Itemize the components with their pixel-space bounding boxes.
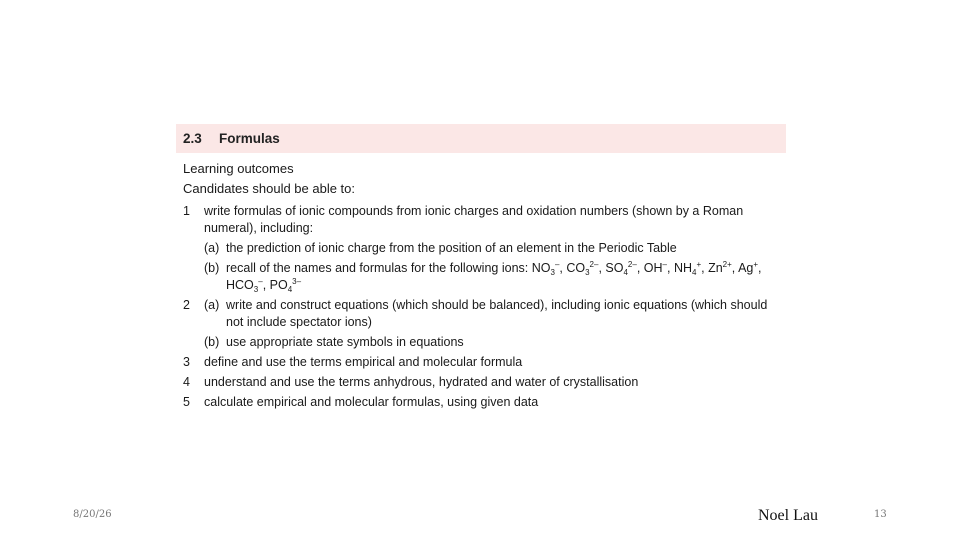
item-number: 4: [183, 375, 190, 389]
list-item: [176, 374, 786, 391]
syllabus-excerpt: [176, 124, 786, 414]
item-number: 5: [183, 395, 190, 409]
footer-date: 8/20/26: [73, 509, 112, 520]
ion-ag: Ag+: [738, 260, 759, 275]
sub-text: the prediction of ionic charge from the position of an element in the Periodic Table: [226, 241, 677, 255]
list-item: [176, 354, 786, 371]
sub-letter: (b): [204, 261, 220, 275]
footer-author: Noel Lau: [758, 507, 818, 524]
sub-item: [176, 240, 786, 257]
ion-so4: $SO_4^{2-}$: [605, 260, 637, 277]
sub-letter: (a): [204, 298, 220, 312]
ion-co3: $CO_3^{2-}$: [566, 260, 599, 277]
ion-po4: $PO_4^{3-}$: [269, 277, 302, 294]
item-text: calculate empirical and molecular formulas, using given data: [204, 395, 539, 409]
item-number: 1: [183, 204, 190, 218]
ion-no3: $NO_3^-$: [531, 260, 560, 277]
intro-text: Candidates should be able to:: [183, 181, 356, 196]
item-number: 2: [183, 298, 190, 312]
outcomes-list: [176, 203, 786, 411]
ion-oh: OH–: [643, 260, 667, 275]
list-item: [176, 203, 786, 237]
list-item: [176, 394, 786, 411]
section-number: 2.3: [183, 131, 202, 146]
ion-nh4: $NH_4^+$: [673, 260, 702, 277]
sub-text: recall of the names and formulas for the following ions: $NO_3^-$, $CO_3^{2-}$, $SO_4^{2-}$, OH–, $NH_4^+$, $Zn^{2+}$, Ag+, $HCO_3^-$, $PO_4^{3-}$: [226, 260, 762, 294]
learning-outcomes-heading: Learning outcomes: [183, 161, 294, 176]
list-item: [176, 297, 786, 331]
sub-item: [176, 334, 786, 351]
item-number: 3: [183, 355, 190, 369]
ion-zn: $Zn^{2+}$: [708, 260, 732, 275]
item-text: write formulas of ionic compounds from ionic charges and oxidation numbers (shown by a Roman numeral), including:: [204, 204, 744, 235]
page-number: 13: [874, 509, 887, 520]
sub-item: [176, 260, 786, 294]
section-header: [176, 124, 786, 153]
sub-letter: (b): [204, 335, 220, 349]
sub-letter: (a): [204, 241, 220, 255]
item-text: understand and use the terms anhydrous, hydrated and water of crystallisation: [204, 375, 639, 389]
section-title: Formulas: [219, 131, 280, 146]
ion-hco3: $HCO_3^-$: [226, 277, 263, 294]
sub-text: write and construct equations (which should be balanced), including ionic equations (which should not include spectator ions): [226, 298, 768, 329]
sub-text: use appropriate state symbols in equations: [226, 335, 464, 349]
item-text: define and use the terms empirical and molecular formula: [204, 355, 523, 369]
